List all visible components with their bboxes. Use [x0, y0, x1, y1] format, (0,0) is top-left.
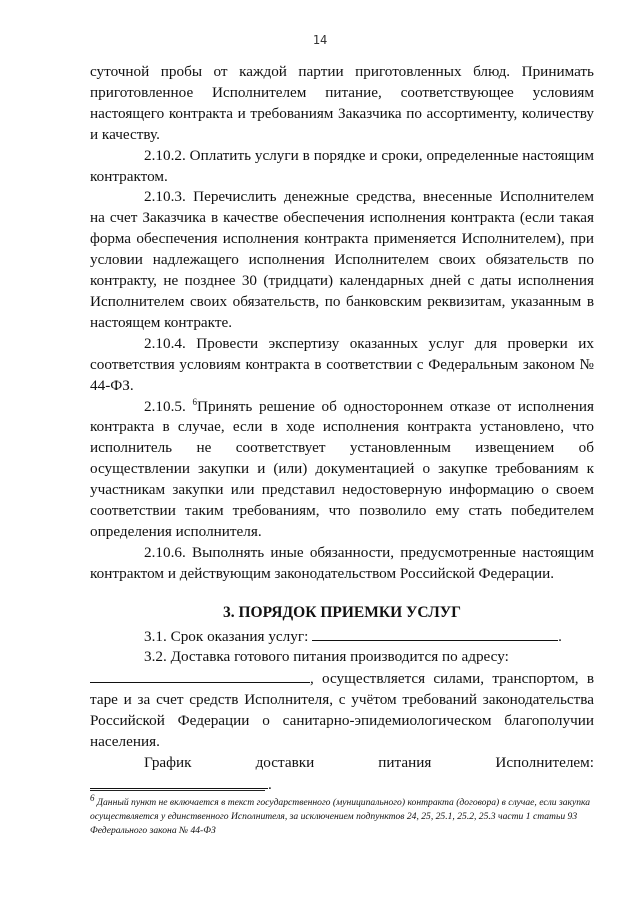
- delivery-schedule-blank-line: [90, 774, 594, 796]
- schedule-word: доставки: [255, 754, 315, 771]
- section-3-heading: 3. ПОРЯДОК ПРИЕМКИ УСЛУГ: [222, 603, 462, 621]
- paragraph-2-10-4: 2.10.4. Провести экспертизу оказанных услуг для проверки их соответствия условиям контракта в соответствии с Федеральным законом № 44-ФЗ.: [90, 334, 594, 394]
- paragraph-text: , осуществляется силами, транспортом, в таре и за счет средств Исполнителя, с учётом требований законодательства Российской Федерации о санитарно-эпидемиологическом благополучии населения.: [90, 670, 594, 751]
- delivery-schedule-blank[interactable]: [90, 774, 268, 789]
- schedule-word: Исполнителем:: [495, 754, 594, 771]
- schedule-word: График: [144, 754, 192, 771]
- footnote-mark: 6: [90, 792, 95, 803]
- footnote-reference: 6: [192, 396, 197, 407]
- footnote-separator: [90, 790, 265, 791]
- paragraph-3-2-rest: [90, 668, 594, 753]
- paragraph-continuation: суточной пробы от каждой партии приготовленных блюд. Принимать приготовленное Исполнителем питание, соответствующее условиям настоящего контракта и требованиям Заказчика по ассортименту, количеству и качеству.: [90, 63, 594, 143]
- paragraph-2-10-2: 2.10.2. Оплатить услуги в порядке и сроки, определенные настоящим контрактом.: [90, 146, 594, 185]
- delivery-address-blank[interactable]: [90, 668, 310, 683]
- service-term-blank[interactable]: [312, 626, 558, 641]
- period: .: [268, 775, 272, 793]
- delivery-schedule-line: [90, 753, 594, 774]
- paragraph-number: 2.10.5.: [144, 397, 186, 415]
- paragraph-2-10-6: 2.10.6. Выполнять иные обязанности, предусмотренные настоящим контрактом и действующим законодательством Российской Федерации.: [90, 543, 594, 582]
- paragraph-3-1: [90, 626, 594, 648]
- paragraph-text: 3.1. Срок оказания услуг:: [144, 627, 313, 645]
- paragraph-text: Принять решение об одностороннем отказе от исполнения контракта в случае, если в ходе исполнения контракта установлено, что исполнитель не соответствует установленным извещением об осуществлении закупки и (или) документацией о закупке требованиям к участникам закупки или представил недостоверную информацию о своем соответствии таким требованиям, что позволило ему стать победителем определения исполнителя.: [90, 397, 595, 540]
- period: .: [558, 627, 562, 645]
- paragraph-2-10-5: [90, 397, 594, 543]
- document-body: [90, 62, 594, 796]
- schedule-word: питания: [378, 754, 432, 771]
- footnote: [90, 792, 594, 838]
- page-number: 14: [312, 33, 328, 47]
- paragraph-3-2-first-line: 3.2. Доставка готового питания производится по адресу:: [144, 648, 509, 666]
- footnote-text: Данный пункт не включается в текст государственного (муниципального) контракта (договора) в случае, если закупка осуществляется у единственного Исполнителя, за исключением подпунктов 24, 25, 25.1, 25.2, 25.3 части 1 статьи 93 Федерального закона № 44-ФЗ: [90, 797, 591, 836]
- paragraph-2-10-3: 2.10.3. Перечислить денежные средства, внесенные Исполнителем на счет Заказчика в качестве обеспечения исполнения контракта (если такая форма обеспечения исполнения контракта применяется Исполнителем), при условии надлежащего исполнения Исполнителем своих обязательств по контракту, не позднее 30 (тридцати) календарных дней с даты исполнения Исполнителем своих обязательств, по банковским реквизитам, указанным в настоящем контракте.: [90, 188, 594, 331]
